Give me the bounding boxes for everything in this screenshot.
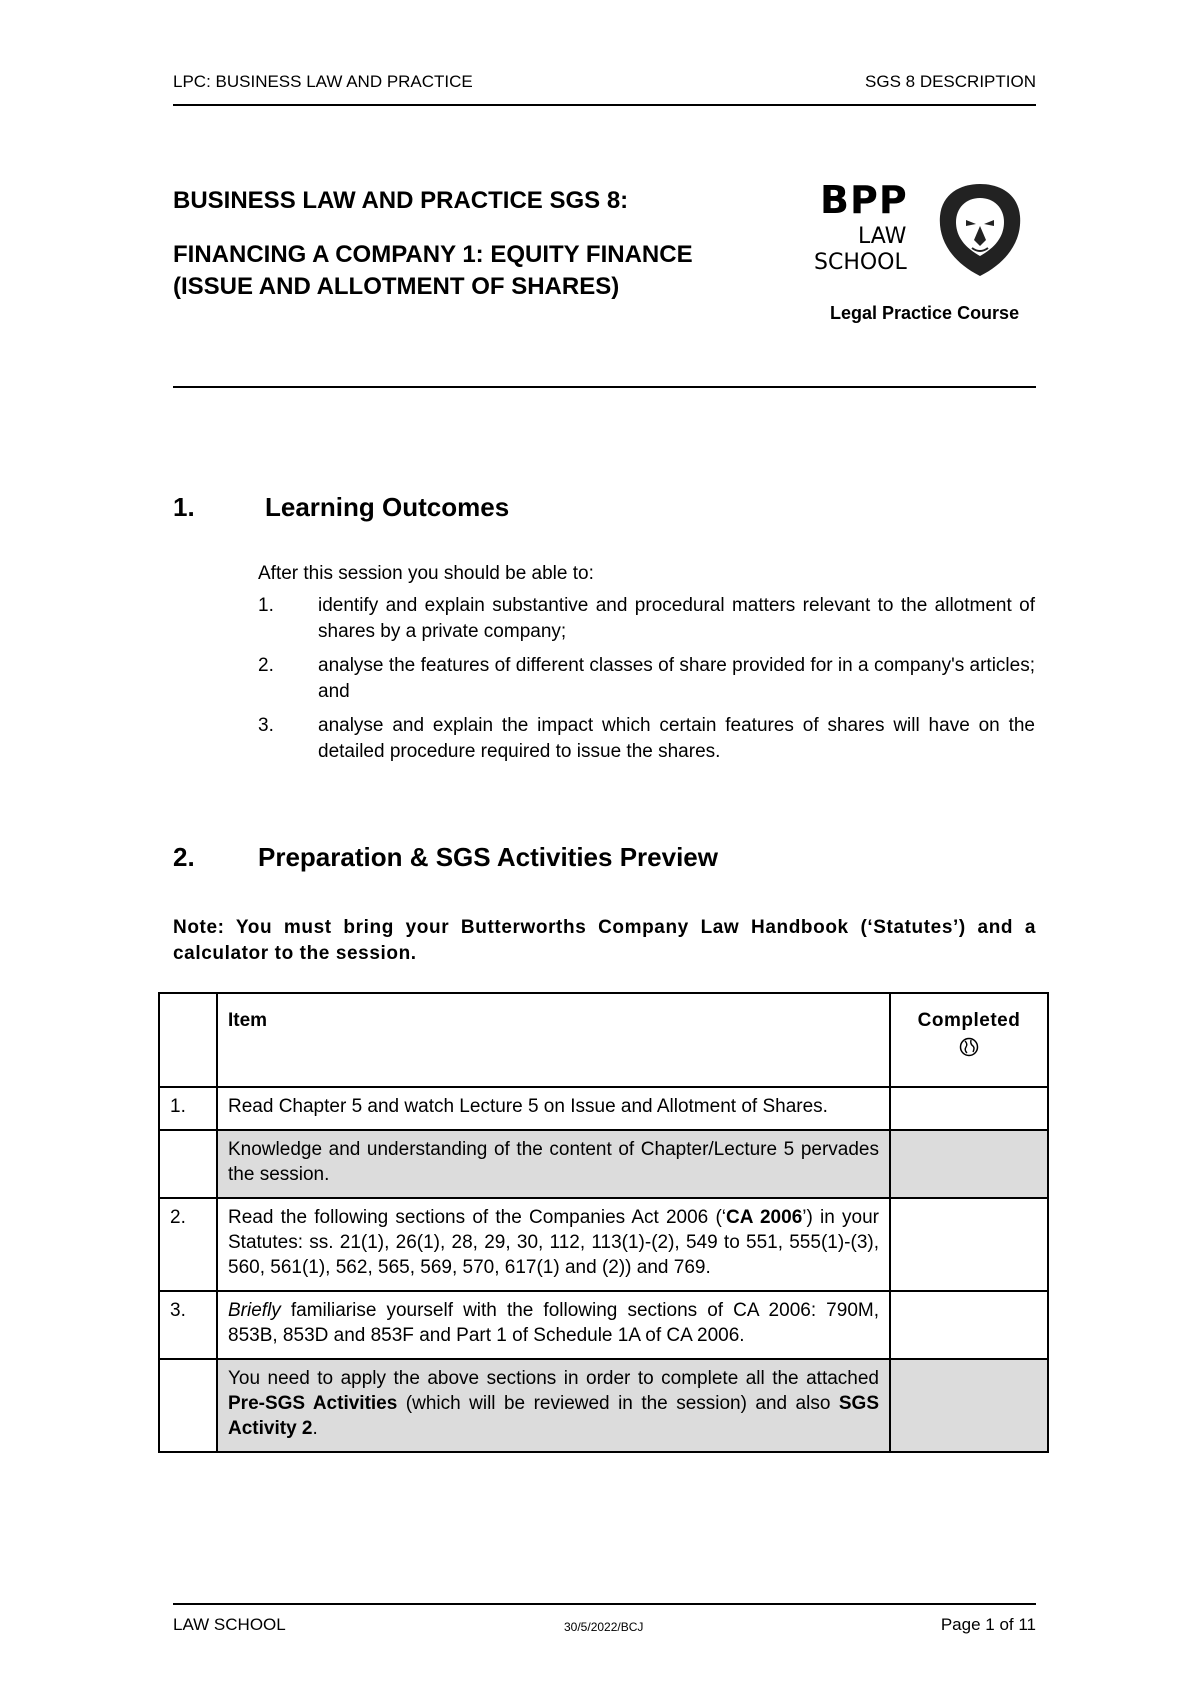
row-text: Knowledge and understanding of the content of Chapter/Lecture 5 pervades the session. <box>217 1130 890 1198</box>
logo-subtitle: Legal Practice Course <box>830 303 1020 323</box>
row-completed-cell <box>890 1130 1048 1198</box>
document-title <box>173 185 733 303</box>
table-header-item: Item <box>217 993 890 1087</box>
row-completed-cell[interactable] <box>890 1087 1048 1130</box>
row-number: 3. <box>159 1291 217 1359</box>
section-title: Learning Outcomes <box>265 492 510 522</box>
outcomes-list <box>258 593 1035 773</box>
row-text <box>217 1291 890 1359</box>
outcomes-intro: After this session you should be able to: <box>258 563 594 584</box>
section-title: Preparation & SGS Activities Preview <box>258 842 718 872</box>
table-row <box>159 1359 1048 1452</box>
footer-center: 30/5/2022/BCJ <box>564 1620 644 1634</box>
title-line-1: BUSINESS LAW AND PRACTICE SGS 8: <box>173 187 629 214</box>
row-completed-cell[interactable] <box>890 1291 1048 1359</box>
table-header-row <box>159 993 1048 1087</box>
section-heading-preparation <box>0 842 1200 876</box>
row-completed-cell <box>890 1359 1048 1452</box>
row-text-italic: Briefly <box>228 1300 281 1321</box>
logo-line-2: SCHOOL <box>814 250 907 275</box>
table-row <box>159 1087 1048 1130</box>
row-number: 1. <box>159 1087 217 1130</box>
title-line-2: FINANCING A COMPANY 1: EQUITY FINANCE (ISSUE AND ALLOTMENT OF SHARES) <box>173 241 693 300</box>
list-item-text: analyse the features of different classes of share provided for in a company's articles; and <box>318 655 1035 702</box>
row-number <box>159 1359 217 1452</box>
running-header-left: LPC: BUSINESS LAW AND PRACTICE <box>173 72 473 91</box>
footer-left: LAW SCHOOL <box>173 1615 286 1634</box>
list-item-number: 1. <box>258 595 274 616</box>
row-text: Read Chapter 5 and watch Lecture 5 on Issue and Allotment of Shares. <box>217 1087 890 1130</box>
table-row <box>159 1198 1048 1291</box>
list-item-text: analyse and explain the impact which certain features of shares will have on the detailed procedure required to issue the shares. <box>318 715 1035 762</box>
row-text-part: ’) in your Statutes: ss. 21(1), 26(1), 28, 29, 30, 112, 113(1)-(2), 549 to 551, 555(1)-(3), 560, 561(1), 562, 565, 569, 570, 617(1) and (2)) and 769. <box>228 1207 880 1278</box>
row-number: 2. <box>159 1198 217 1291</box>
table-row <box>159 1291 1048 1359</box>
list-item-text: identify and explain substantive and procedural matters relevant to the allotment of shares by a private company; <box>318 595 1035 642</box>
table-header-completed <box>890 993 1048 1087</box>
header-rule <box>173 104 1036 106</box>
title-rule <box>173 386 1036 388</box>
row-text-part: (which will be reviewed in the session) and also <box>397 1393 839 1414</box>
list-item <box>258 713 1035 765</box>
row-number <box>159 1130 217 1198</box>
footer-rule <box>173 1603 1036 1605</box>
bpp-law-school-logo <box>814 178 1030 278</box>
activities-table <box>158 992 1049 1453</box>
logo-line-1: LAW <box>858 224 907 249</box>
row-text <box>217 1359 890 1452</box>
row-text-bold: CA 2006 <box>726 1207 803 1228</box>
list-item <box>258 593 1035 645</box>
running-header-right: SGS 8 DESCRIPTION <box>865 72 1036 91</box>
section-number: 1. <box>173 492 195 522</box>
row-text-part: You need to apply the above sections in order to complete all the attached <box>228 1368 879 1389</box>
row-text <box>217 1198 890 1291</box>
row-text-part: . <box>312 1418 318 1439</box>
row-text-part: Read the following sections of the Companies Act 2006 (‘ <box>228 1207 727 1228</box>
row-text-part: familiarise yourself with the following sections of CA 2006: 790M, 853B, 853D and 853F and Part 1 of Schedule 1A of CA 2006. <box>228 1300 879 1346</box>
preparation-note: Note: You must bring your Butterworths Company Law Handbook (‘Statutes’) and a calculator to the session. <box>173 917 1036 964</box>
globe-icon <box>959 1037 979 1057</box>
row-text-bold: Pre-SGS Activities <box>228 1393 398 1414</box>
row-completed-cell[interactable] <box>890 1198 1048 1291</box>
list-item <box>258 653 1035 705</box>
completed-label: Completed <box>917 1010 1021 1031</box>
list-item-number: 2. <box>258 655 274 676</box>
section-number: 2. <box>173 842 195 872</box>
footer-page-number: Page 1 of 11 <box>940 1615 1036 1634</box>
logo-brand: BPP <box>820 178 908 222</box>
table-header-cell-number <box>159 993 217 1087</box>
table-row <box>159 1130 1048 1198</box>
section-heading-learning-outcomes <box>0 492 1200 526</box>
list-item-number: 3. <box>258 715 274 736</box>
lion-head-icon <box>938 182 1022 278</box>
row-text-bold: SGS Activity 2 <box>228 1393 879 1439</box>
